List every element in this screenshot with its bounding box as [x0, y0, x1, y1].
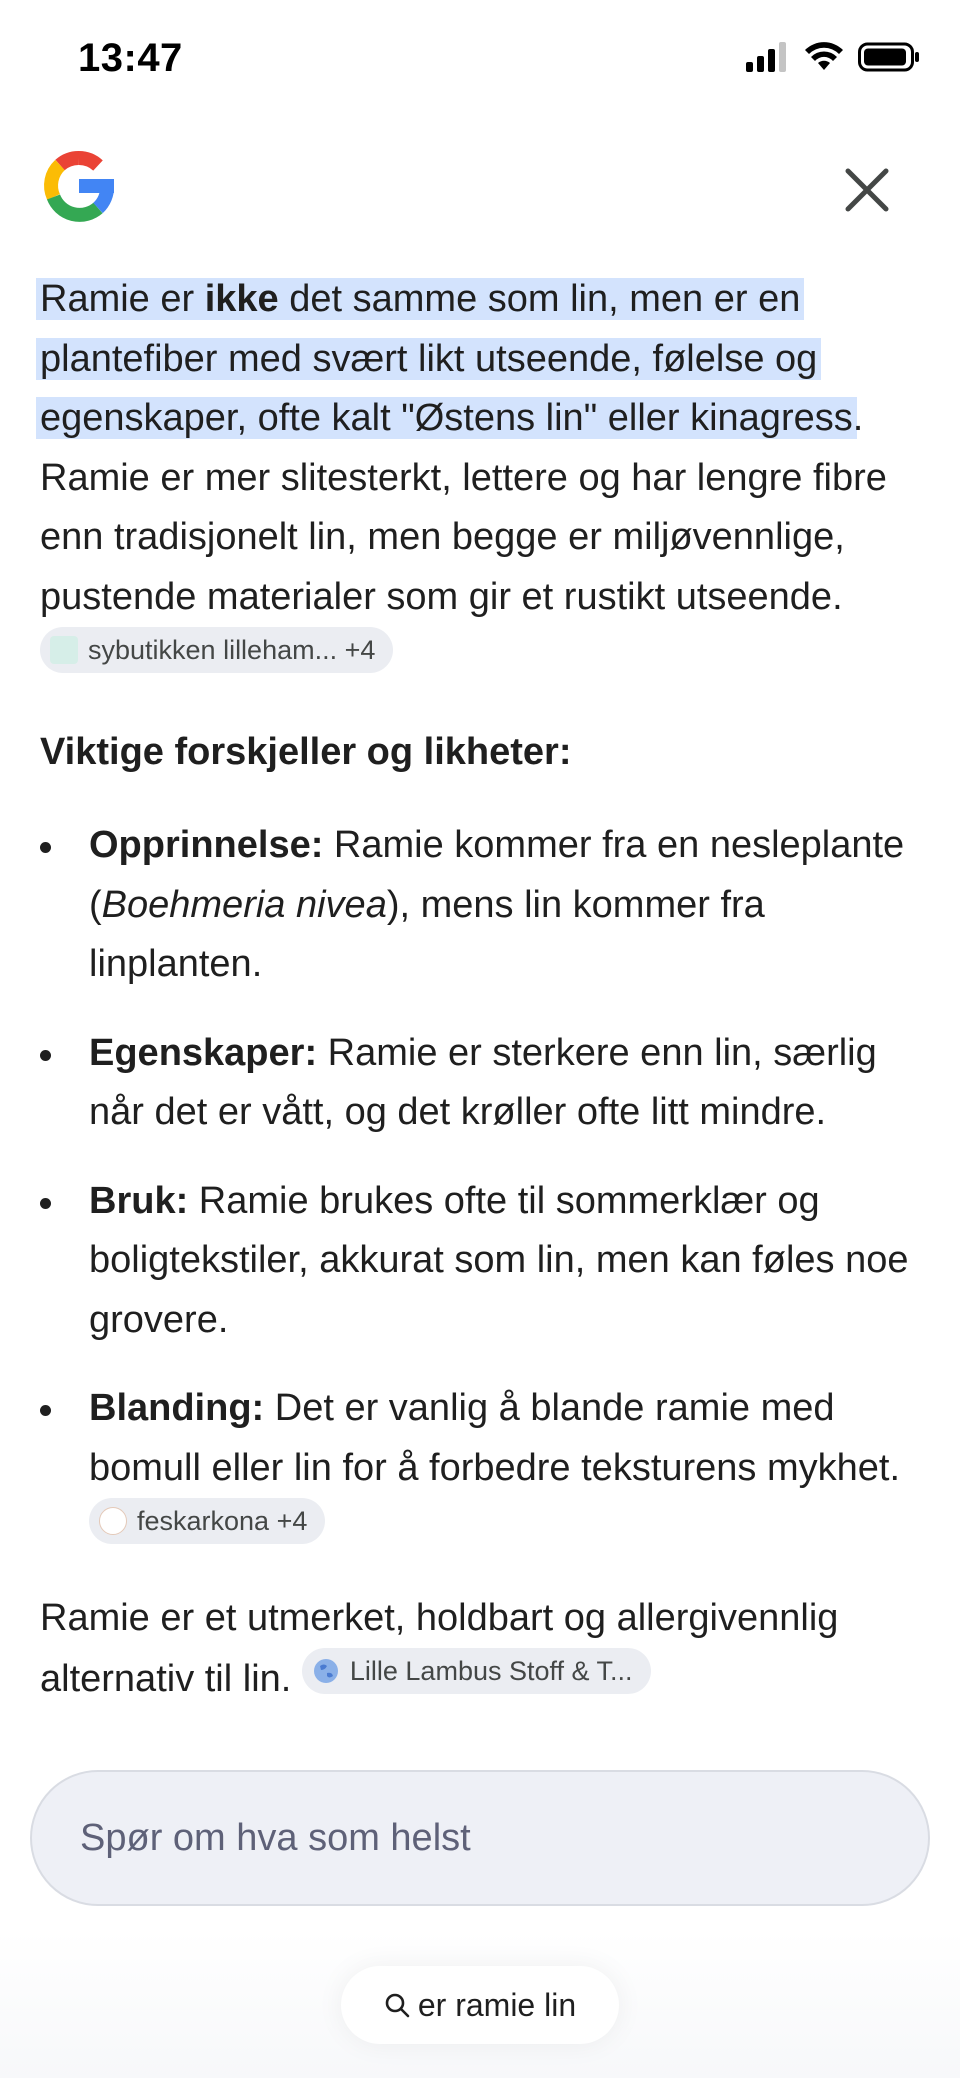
list-item: Egenskaper: Ramie er sterkere enn lin, særlig når det er vått, og det krøller ofte litt mindre. [40, 1024, 920, 1143]
ask-input[interactable] [30, 1770, 930, 1906]
source-favicon-icon [99, 1507, 127, 1535]
source-favicon-icon [50, 636, 78, 664]
ai-answer [40, 270, 920, 1710]
status-icons [746, 42, 920, 72]
status-bar [0, 0, 960, 120]
section-heading: Viktige forskjeller og likheter: [40, 730, 572, 773]
header [0, 145, 960, 240]
ask-input-placeholder: Spør om hva som helst [80, 1816, 471, 1859]
wifi-icon [804, 42, 844, 72]
answer-summary: Ramie er et utmerket, holdbart og allergivennlig alternativ til lin. Lille Lambus Stoff & T... [40, 1596, 839, 1700]
source-chip-feskarkona[interactable]: feskarkona +4 [89, 1498, 325, 1544]
globe-icon [312, 1657, 340, 1685]
cellular-signal-icon [746, 42, 790, 72]
list-item: Opprinnelse: Ramie kommer fra en nesleplante (Boehmeria nivea), mens lin kommer fra linplanten. [40, 816, 920, 995]
list-item: Bruk: Ramie brukes ofte til sommerklær og boligtekstiler, akkurat som lin, men kan føles noe grovere. [40, 1172, 920, 1351]
close-icon[interactable] [844, 167, 890, 213]
source-chip-lille-lambus[interactable]: Lille Lambus Stoff & T... [302, 1648, 651, 1694]
battery-icon [858, 42, 920, 72]
search-query-text: er ramie lin [417, 1986, 577, 2023]
google-logo-icon [38, 145, 120, 227]
list-item: Blanding: Det er vanlig å blande ramie med bomull eller lin for å forbedre teksturens mykhet. feskarkona +4 [40, 1379, 920, 1560]
source-chip-sybutikken[interactable]: sybutikken lilleham... +4 [40, 627, 393, 673]
differences-list [40, 816, 920, 1560]
search-icon [384, 1992, 410, 2018]
highlighted-text: Ramie er ikke det samme som lin, men er en plantefiber med svært likt utseende, følelse og egenskaper, ofte kalt "Østens lin" eller kinagress [36, 278, 857, 439]
search-query-pill[interactable] [341, 1966, 619, 2044]
status-time: 13:47 [78, 36, 183, 80]
answer-intro: Ramie er ikke det samme som lin, men er en plantefiber med svært likt utseende, følelse og egenskaper, ofte kalt "Østens lin" eller kinagress. Ramie er mer slitesterkt, lettere og har lengre fibre enn tradisjonelt lin, men begge er miljøvennlige, pustende materialer som gir et rustikt utseende. sybutikken lilleham... +4 [40, 270, 920, 689]
